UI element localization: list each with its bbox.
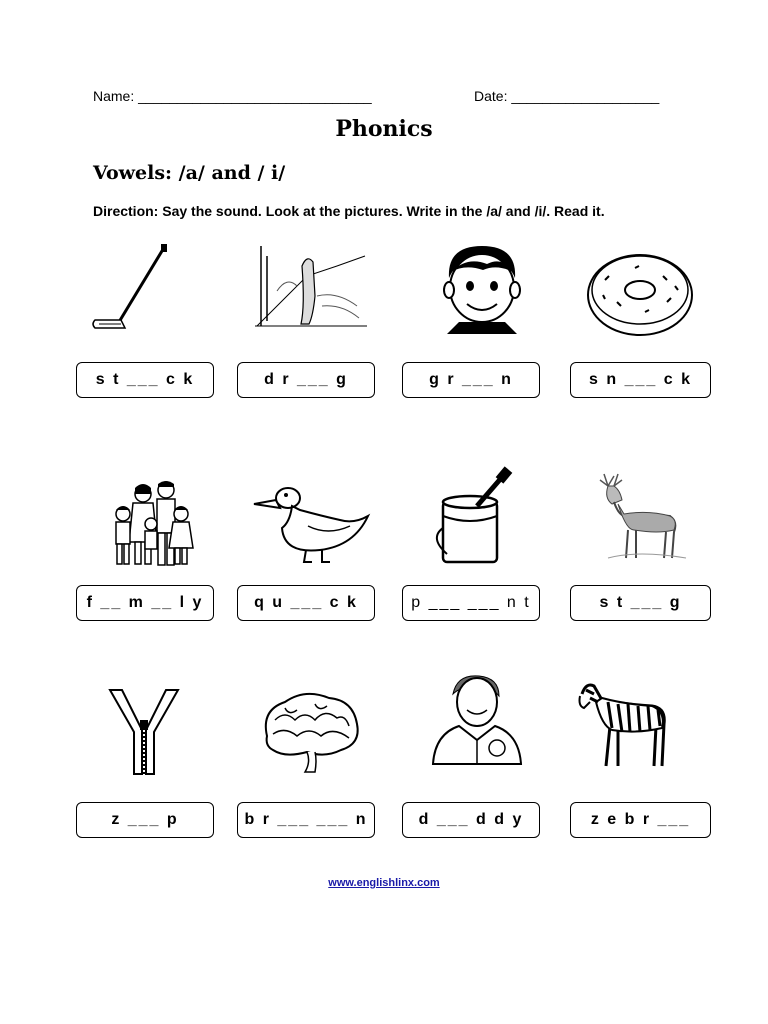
zipper-icon [80,680,210,780]
paint-can-icon [417,466,547,566]
word-box-9: z ___ p [76,802,214,838]
boy-face-icon [417,238,547,338]
daddy-icon [413,670,543,770]
word-box-7: p ___ ___ n t [402,585,540,621]
word-box-8: s t ___ g [570,585,711,621]
word-box-4: s n ___ c k [570,362,711,398]
direction-text: Direction: Say the sound. Look at the pictures. Write in the /a/ and /i/. Read it. [93,203,605,219]
name-field-label: Name: ______________________________ [93,88,372,104]
donut-icon [575,240,705,340]
word-box-3: g r ___ n [402,362,540,398]
date-field-label: Date: ___________________ [474,88,660,104]
family-icon [83,472,213,572]
deer-icon [578,470,708,570]
footer-link[interactable]: www.englishlinx.com [328,877,440,889]
word-box-6: q u ___ c k [237,585,375,621]
zebra-icon [572,676,702,776]
page-title: Phonics [335,116,433,142]
word-box-5: f __ m __ l y [76,585,214,621]
duck-icon [250,470,380,570]
word-box-1: s t ___ c k [76,362,214,398]
footer [0,877,768,889]
word-box-10: b r ___ ___ n [237,802,375,838]
word-box-12: z e b r ___ [570,802,711,838]
hockey-stick-icon [81,240,211,340]
word-box-2: d r ___ g [237,362,375,398]
brain-icon [245,680,375,780]
worksheet-subtitle: Vowels: /a/ and / i/ [93,162,286,184]
word-box-11: d ___ d d y [402,802,540,838]
dragon-icon [247,236,377,336]
